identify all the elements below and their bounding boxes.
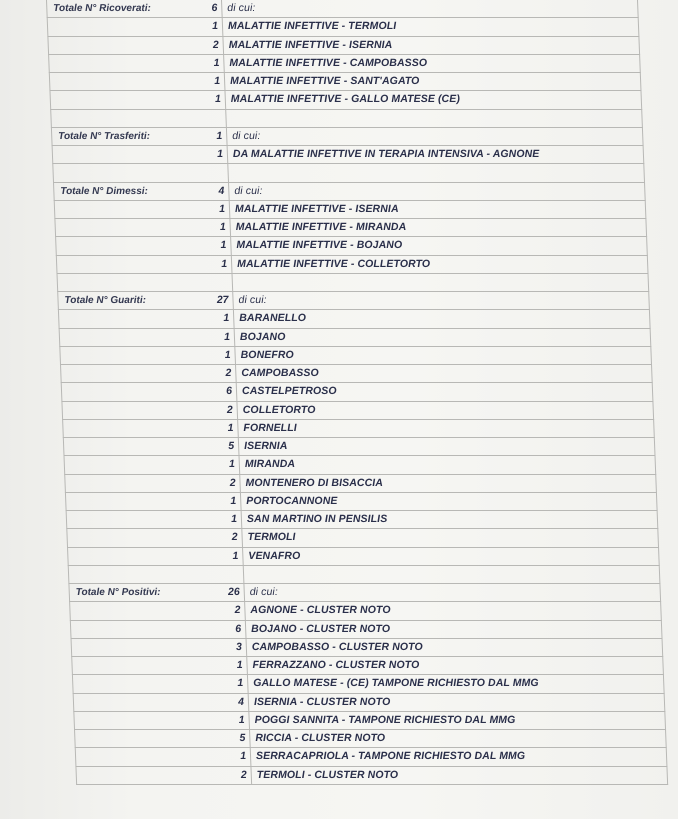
table-row <box>69 602 662 620</box>
table-row <box>61 383 654 401</box>
column-divider <box>222 18 224 35</box>
column-divider <box>246 657 248 674</box>
column-divider <box>248 694 250 711</box>
table-row <box>73 712 666 730</box>
item-description: FORNELLI <box>243 421 297 434</box>
column-divider <box>245 621 247 638</box>
table-row <box>50 91 643 109</box>
column-divider <box>246 639 248 656</box>
item-description: PORTOCANNONE <box>246 494 338 507</box>
section-label: Totale N° Ricoverati: <box>53 3 152 14</box>
item-description: ISERNIA - CLUSTER NOTO <box>253 695 391 708</box>
item-count: 2 <box>229 476 236 489</box>
section-header-row <box>68 584 661 602</box>
item-count: 2 <box>226 403 233 416</box>
column-divider <box>239 475 241 492</box>
section-label: Totale N° Dimessi: <box>60 185 149 197</box>
item-count: 2 <box>212 38 219 51</box>
column-divider <box>241 511 243 528</box>
section-total: 6 <box>211 2 218 14</box>
item-count: 1 <box>218 202 226 215</box>
item-count: 1 <box>211 20 219 33</box>
item-description: COLLETORTO <box>242 403 316 416</box>
item-description: GALLO MATESE - (CE) TAMPONE RICHIESTO DAL MMG <box>253 677 539 690</box>
column-divider <box>250 767 252 784</box>
column-divider <box>223 55 225 72</box>
table-row <box>71 639 664 657</box>
table-row <box>72 675 665 693</box>
table-row <box>56 256 649 274</box>
table-row <box>63 438 656 456</box>
section-total: 26 <box>227 586 240 598</box>
item-count: 1 <box>214 75 221 87</box>
table-row <box>55 237 648 255</box>
table-row <box>49 73 642 91</box>
section-label: Totale N° Trasferiti: <box>58 130 151 142</box>
column-divider <box>236 402 238 419</box>
item-description: MALATTIE INFETTIVE - TERMOLI <box>227 20 397 33</box>
column-divider <box>241 529 243 546</box>
section-header-row <box>51 128 644 146</box>
table-row <box>61 402 654 420</box>
item-count: 1 <box>232 549 239 562</box>
item-count: 1 <box>223 312 230 325</box>
column-divider <box>231 256 233 273</box>
column-divider <box>232 292 234 309</box>
item-description: CAMPOBASSO - CLUSTER NOTO <box>251 640 423 653</box>
column-divider <box>234 329 236 346</box>
item-count: 1 <box>230 513 238 525</box>
item-count: 1 <box>223 330 231 343</box>
table-row <box>67 548 660 566</box>
section-intro: di cui: <box>234 184 263 197</box>
item-description: AGNONE - CLUSTER NOTO <box>250 604 391 617</box>
table-row <box>64 456 657 474</box>
item-description: MONTENERO DI BISACCIA <box>245 476 384 489</box>
item-count: 1 <box>230 494 237 507</box>
item-count: 6 <box>235 622 242 635</box>
item-description: FERRAZZANO - CLUSTER NOTO <box>252 659 420 671</box>
column-divider <box>239 456 241 473</box>
item-description: POGGI SANNITA - TAMPONE RICHIESTO DAL MMG <box>254 713 516 726</box>
column-divider <box>232 274 234 291</box>
column-divider <box>243 566 245 583</box>
table-row <box>66 511 659 529</box>
item-description: MALATTIE INFETTIVE - GALLO MATESE (CE) <box>230 93 461 106</box>
item-count: 1 <box>221 257 228 270</box>
item-description: CASTELPETROSO <box>241 385 337 398</box>
item-count: 1 <box>236 659 243 671</box>
table-row <box>59 329 652 347</box>
item-description: DA MALATTIE INFETTIVE IN TERAPIA INTENSIVA - AGNONE <box>232 148 540 160</box>
table-row <box>65 493 658 511</box>
section-intro: di cui: <box>238 294 267 306</box>
column-divider <box>240 493 242 510</box>
column-divider <box>249 730 251 747</box>
column-divider <box>226 128 228 145</box>
section-label: Totale N° Positivi: <box>75 587 161 598</box>
item-count: 1 <box>220 239 227 252</box>
item-description: SERRACAPRIOLA - TAMPONE RICHIESTO DAL MMG <box>255 750 526 763</box>
column-divider <box>237 420 239 437</box>
item-description: VENAFRO <box>248 549 301 562</box>
item-description: MALATTIE INFETTIVE - CAMPOBASSO <box>229 56 428 69</box>
item-description: SAN MARTINO IN PENSILIS <box>246 513 388 525</box>
item-count: 1 <box>213 56 220 69</box>
table-row <box>60 365 653 383</box>
item-description: CAMPOBASSO <box>241 367 319 379</box>
spacer-row <box>68 566 661 584</box>
item-description: RICCIA - CLUSTER NOTO <box>255 732 386 744</box>
column-divider <box>222 37 224 54</box>
column-divider <box>227 164 229 181</box>
item-count: 1 <box>237 677 244 690</box>
section-intro: di cui: <box>231 129 261 142</box>
column-divider <box>238 438 240 455</box>
item-count: 1 <box>228 458 236 471</box>
table-row <box>47 18 640 36</box>
item-count: 5 <box>239 732 246 744</box>
item-count: 5 <box>228 440 235 452</box>
column-divider <box>243 584 245 601</box>
item-description: MALATTIE INFETTIVE - ISERNIA <box>234 202 399 215</box>
item-description: BOJANO - CLUSTER NOTO <box>250 622 391 635</box>
column-divider <box>230 237 232 254</box>
item-description: MALATTIE INFETTIVE - COLLETORTO <box>236 257 431 270</box>
section-label: Totale N° Guariti: <box>64 295 147 306</box>
section-header-row <box>57 292 650 310</box>
column-divider <box>234 347 236 364</box>
table-row <box>73 694 666 712</box>
table-row <box>52 146 645 164</box>
column-divider <box>229 201 231 218</box>
column-divider <box>225 91 227 108</box>
column-divider <box>242 548 244 565</box>
column-divider <box>236 383 238 400</box>
item-count: 2 <box>225 367 232 379</box>
item-description: MIRANDA <box>244 458 296 471</box>
item-description: MALATTIE INFETTIVE - SANT'AGATO <box>229 75 420 87</box>
table-row <box>64 475 657 493</box>
section-header-row <box>53 183 646 201</box>
column-divider <box>227 146 229 163</box>
table-row <box>48 55 641 73</box>
item-description: ISERNIA <box>243 440 288 452</box>
table-row <box>75 767 668 785</box>
column-divider <box>244 602 246 619</box>
column-divider <box>221 0 223 17</box>
item-count: 1 <box>238 713 245 726</box>
item-count: 4 <box>237 695 245 708</box>
table-row <box>47 37 640 55</box>
column-divider <box>247 675 249 692</box>
table-row <box>70 621 663 639</box>
item-count: 1 <box>219 221 226 233</box>
column-divider <box>225 110 227 127</box>
table-row <box>58 310 651 328</box>
item-description: BONEFRO <box>240 348 295 361</box>
spacer-row <box>57 274 650 292</box>
section-header-row <box>46 0 639 18</box>
table-row <box>71 657 664 675</box>
item-description: BOJANO <box>239 330 286 343</box>
item-count: 1 <box>224 348 231 361</box>
item-description: TERMOLI <box>247 531 296 544</box>
column-divider <box>235 365 237 382</box>
report-table <box>46 0 668 785</box>
section-total: 1 <box>216 129 223 142</box>
column-divider <box>229 219 231 236</box>
section-intro: di cui: <box>227 2 256 14</box>
table-row <box>59 347 652 365</box>
item-count: 1 <box>216 148 224 160</box>
item-count: 6 <box>225 385 233 398</box>
table-row <box>74 730 667 748</box>
item-description: MALATTIE INFETTIVE - MIRANDA <box>235 221 407 233</box>
item-count: 1 <box>227 421 234 434</box>
column-divider <box>248 712 250 729</box>
spacer-row <box>52 164 645 182</box>
spacer-row <box>50 110 643 128</box>
table-row <box>54 201 647 219</box>
column-divider <box>250 748 252 765</box>
item-description: MALATTIE INFETTIVE - BOJANO <box>236 239 403 252</box>
item-count: 2 <box>231 531 238 544</box>
item-description: MALATTIE INFETTIVE - ISERNIA <box>228 38 393 51</box>
item-count: 2 <box>234 604 241 617</box>
section-total: 4 <box>218 184 225 197</box>
column-divider <box>224 73 226 90</box>
table-row <box>62 420 655 438</box>
table-row <box>66 529 659 547</box>
item-description: BARANELLO <box>238 312 307 325</box>
column-divider <box>233 310 235 327</box>
item-count: 1 <box>214 93 222 106</box>
column-divider <box>228 183 230 200</box>
item-description: TERMOLI - CLUSTER NOTO <box>256 768 399 781</box>
section-intro: di cui: <box>249 586 279 598</box>
item-count: 3 <box>235 640 243 653</box>
table-row <box>75 748 668 766</box>
table-row <box>54 219 647 237</box>
section-total: 27 <box>216 294 229 306</box>
item-count: 1 <box>239 750 247 763</box>
item-count: 2 <box>240 768 247 781</box>
